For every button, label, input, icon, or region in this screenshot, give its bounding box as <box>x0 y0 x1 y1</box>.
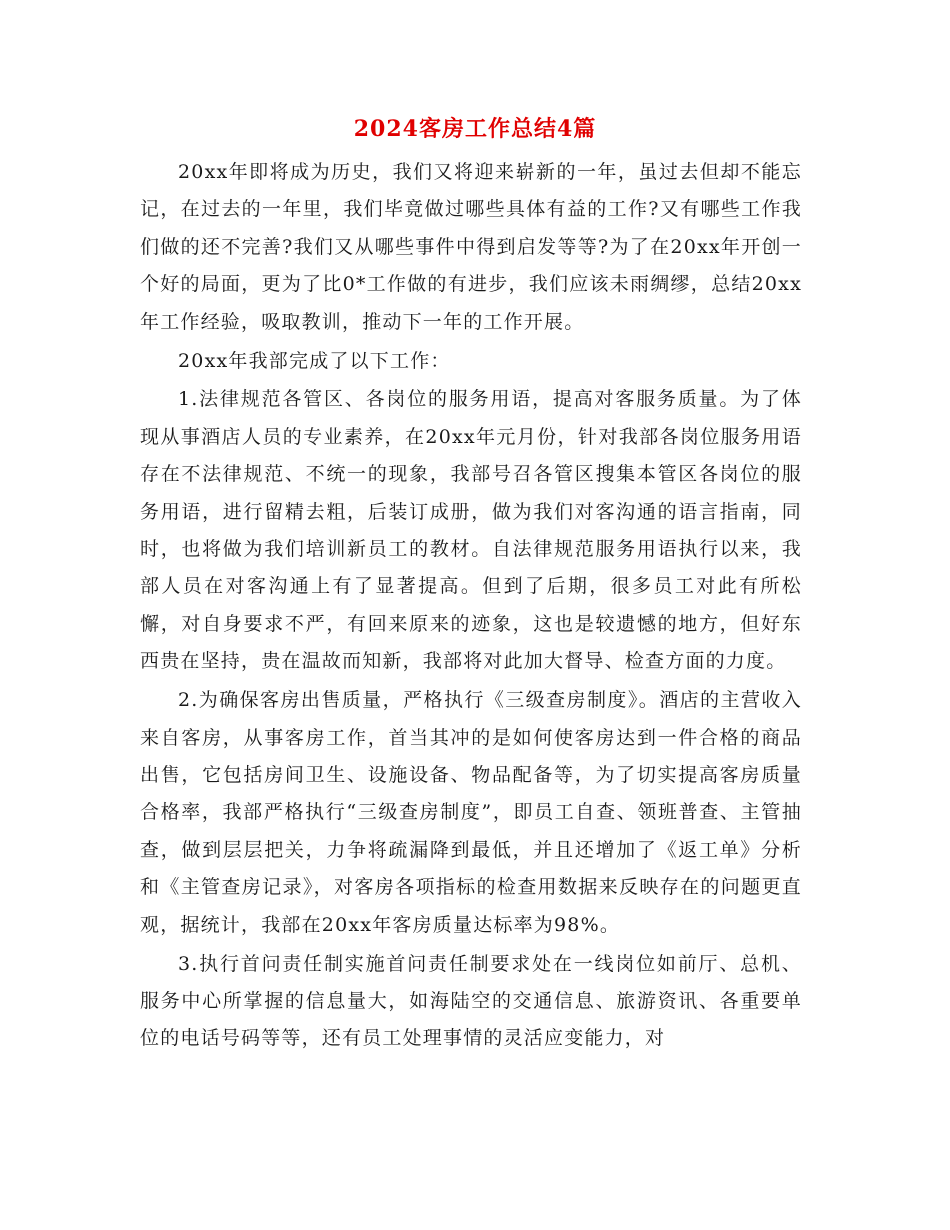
paragraph-summary-lead: 20xx年我部完成了以下工作： <box>178 349 451 372</box>
document-title: 2024客房工作总结4篇 <box>353 116 597 142</box>
paragraph-intro: 20xx年即将成为历史，我们又将迎来崭新的一年，虽过去但却不能忘记，在过去的一年里，我们毕竟做过哪些具体有益的工作?又有哪些工作我们做的还不完善?我们又从哪些事件中得到启发等等?为了在20xx年开创一个好的局面，更为了比0*工作做的有进步，我们应该未雨绸缪，总结20xx年工作经验，吸取教训，推动下一年的工作开展。 <box>140 161 802 333</box>
document-body <box>140 154 802 1059</box>
paragraph-item-3: 3.执行首问责任制实施首问责任制要求处在一线岗位如前厅、总机、服务中心所掌握的信息量大，如海陆空的交通信息、旅游资讯、各重要单位的电话号码等等，还有员工处理事情的灵活应变能力，对 <box>140 952 802 1050</box>
paragraph-item-2: 2.为确保客房出售质量，严格执行《三级查房制度》。酒店的主营收入来自客房，从事客房工作，首当其冲的是如何使客房达到一件合格的商品出售，它包括房间卫生、设施设备、物品配备等，为了切实提高客房质量合格率，我部严格执行“三级查房制度”，即员工自查、领班普查、主管抽查，做到层层把关，力争将疏漏降到最低，并且还增加了《返工单》分析和《主管查房记录》，对客房各项指标的检查用数据来反映存在的问题更直观，据统计，我部在20xx年客房质量达标率为98%。 <box>140 689 802 936</box>
paragraph-item-1: 1.法律规范各管区、各岗位的服务用语，提高对客服务质量。为了体现从事酒店人员的专业素养，在20xx年元月份，针对我部各岗位服务用语存在不法律规范、不统一的现象，我部号召各管区搜集本管区各岗位的服务用语，进行留精去粗，后装订成册，做为我们对客沟通的语言指南，同时，也将做为我们培训新员工的教材。自法律规范服务用语执行以来，我部人员在对客沟通上有了显著提高。但到了后期，很多员工对此有所松懈，对自身要求不严，有回来原来的迹象，这也是较遗憾的地方，但好东西贵在坚持，贵在温故而知新，我部将对此加大督导、检查方面的力度。 <box>140 388 802 673</box>
